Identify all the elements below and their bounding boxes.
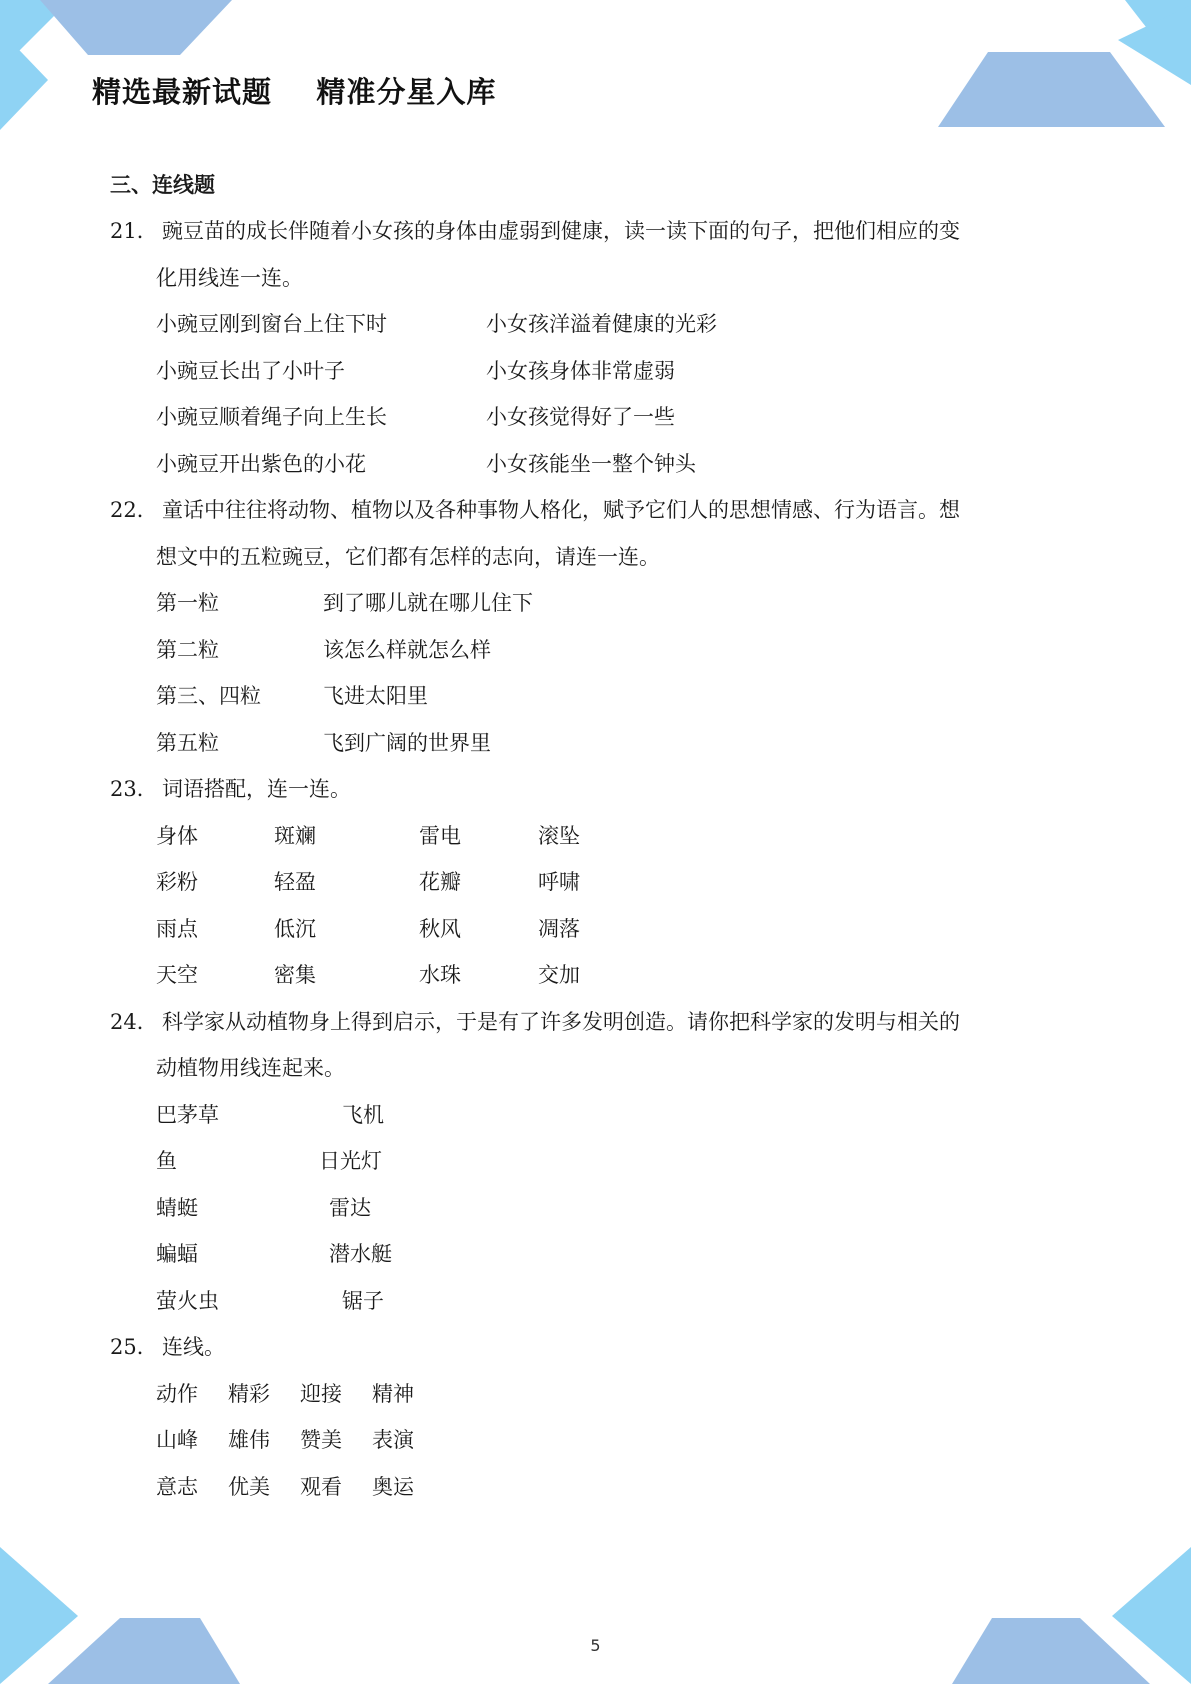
word-item[interactable]: 动作	[156, 1381, 198, 1406]
word-item[interactable]: 奥运	[372, 1474, 414, 1499]
match-row	[110, 1278, 1110, 1325]
right-item[interactable]: 锯子	[342, 1288, 384, 1313]
left-item[interactable]: 小豌豆开出紫色的小花	[156, 451, 366, 476]
word-item[interactable]: 迎接	[300, 1381, 342, 1406]
right-item[interactable]: 雷达	[329, 1195, 371, 1220]
word-item[interactable]: 赞美	[300, 1428, 342, 1452]
word-row	[110, 813, 1110, 860]
right-item[interactable]: 潜水艇	[329, 1242, 392, 1266]
word-row	[110, 1417, 1110, 1464]
corner-triangle-bottom-left	[0, 1547, 78, 1684]
question-text: 科学家从动植物身上得到启示，于是有了许多发明创造。请你把科学家的发明与相关的	[162, 1009, 960, 1034]
match-row	[110, 720, 1110, 767]
corner-triangle-top-left-lower	[0, 30, 48, 130]
left-item[interactable]: 小豌豆顺着绳子向上生长	[156, 405, 387, 429]
right-item[interactable]: 飞到广阔的世界里	[323, 730, 491, 755]
match-row	[110, 1231, 1110, 1278]
question-number: 21．	[110, 219, 158, 243]
left-item[interactable]: 第五粒	[156, 730, 219, 755]
left-item[interactable]: 蝙蝠	[156, 1242, 198, 1266]
left-item[interactable]: 蜻蜓	[156, 1195, 198, 1220]
right-item[interactable]: 该怎么样就怎么样	[323, 637, 491, 662]
word-item[interactable]: 滚坠	[538, 823, 580, 848]
match-row	[110, 1138, 1110, 1185]
left-item[interactable]: 第一粒	[156, 591, 219, 615]
word-item[interactable]: 低沉	[274, 916, 316, 941]
word-item[interactable]: 天空	[156, 963, 198, 987]
word-row	[110, 906, 1110, 953]
match-row	[110, 627, 1110, 674]
left-item[interactable]: 小豌豆长出了小叶子	[156, 358, 345, 383]
match-row	[110, 348, 1110, 395]
question-22	[110, 487, 1110, 580]
question-number: 22．	[110, 498, 158, 522]
word-row	[110, 1464, 1110, 1511]
right-item[interactable]: 小女孩身体非常虚弱	[486, 358, 675, 383]
word-item[interactable]: 观看	[300, 1474, 342, 1499]
word-item[interactable]: 斑斓	[274, 823, 316, 848]
question-text: 童话中往往将动物、植物以及各种事物人格化，赋予它们人的思想情感、行为语言。想	[162, 498, 960, 522]
word-item[interactable]: 雨点	[156, 916, 198, 941]
word-item[interactable]: 山峰	[156, 1428, 198, 1452]
corner-triangle-bottom-right	[1112, 1547, 1191, 1684]
right-item[interactable]: 小女孩洋溢着健康的光彩	[486, 312, 717, 336]
page-number: 5	[590, 1636, 601, 1655]
question-21	[110, 208, 1110, 301]
question-text-continued: 想文中的五粒豌豆，它们都有怎样的志向，请连一连。	[156, 544, 660, 569]
question-text-continued: 动植物用线连起来。	[156, 1056, 345, 1080]
question-number: 23．	[110, 777, 158, 801]
question-24	[110, 999, 1110, 1092]
match-row	[110, 301, 1110, 348]
right-item[interactable]: 飞进太阳里	[323, 684, 428, 708]
document-body	[110, 162, 1110, 1510]
word-row	[110, 1371, 1110, 1418]
right-item[interactable]: 飞机	[342, 1102, 384, 1127]
word-item[interactable]: 彩粉	[156, 870, 198, 894]
word-row	[110, 859, 1110, 906]
question-text-continued: 化用线连一连。	[156, 265, 303, 290]
word-row	[110, 952, 1110, 999]
word-item[interactable]: 花瓣	[419, 870, 461, 894]
left-item[interactable]: 鱼	[156, 1149, 177, 1173]
word-item[interactable]: 表演	[372, 1428, 414, 1452]
question-number: 25．	[110, 1335, 158, 1359]
word-item[interactable]: 意志	[156, 1474, 198, 1499]
right-item[interactable]: 小女孩能坐一整个钟头	[486, 451, 696, 476]
word-item[interactable]: 精彩	[228, 1381, 270, 1406]
section-title: 三、连线题	[110, 172, 215, 197]
word-item[interactable]: 身体	[156, 823, 198, 848]
left-item[interactable]: 第三、四粒	[156, 684, 261, 708]
word-item[interactable]: 水珠	[419, 963, 461, 987]
right-item[interactable]: 到了哪儿就在哪儿住下	[323, 591, 533, 615]
trapezoid-top-right	[938, 52, 1165, 127]
question-text: 豌豆苗的成长伴随着小女孩的身体由虚弱到健康，读一读下面的句子，把他们相应的变	[162, 219, 960, 243]
right-item[interactable]: 日光灯	[319, 1149, 382, 1173]
match-row	[110, 1185, 1110, 1232]
word-item[interactable]: 优美	[228, 1474, 270, 1499]
left-item[interactable]: 巴茅草	[156, 1102, 219, 1127]
trapezoid-top-left	[40, 0, 232, 55]
left-item[interactable]: 小豌豆刚到窗台上住下时	[156, 312, 387, 336]
corner-triangle-top-right	[1125, 0, 1191, 85]
left-item[interactable]: 第二粒	[156, 637, 219, 662]
word-item[interactable]: 雄伟	[228, 1428, 270, 1452]
left-item[interactable]: 萤火虫	[156, 1288, 219, 1313]
word-item[interactable]: 呼啸	[538, 870, 580, 894]
question-text: 连线。	[162, 1335, 225, 1359]
corner-triangle-top-left	[0, 0, 70, 70]
match-row	[110, 673, 1110, 720]
match-row	[110, 441, 1110, 488]
question-23	[110, 766, 1110, 813]
question-25	[110, 1324, 1110, 1371]
word-item[interactable]: 轻盈	[274, 870, 316, 894]
match-row	[110, 580, 1110, 627]
word-item[interactable]: 密集	[274, 963, 316, 987]
match-row	[110, 394, 1110, 441]
question-number: 24．	[110, 1009, 158, 1034]
question-text: 词语搭配，连一连。	[162, 777, 351, 801]
word-item[interactable]: 精神	[372, 1381, 414, 1406]
header-title: 精选最新试题 精准分星入库	[92, 75, 497, 109]
word-item[interactable]: 凋落	[538, 916, 580, 941]
word-item[interactable]: 雷电	[419, 823, 461, 848]
word-item[interactable]: 秋风	[419, 916, 461, 941]
match-row	[110, 1092, 1110, 1139]
right-item[interactable]: 小女孩觉得好了一些	[486, 405, 675, 429]
word-item[interactable]: 交加	[538, 963, 580, 987]
corner-triangle-top-right-inner	[1118, 5, 1191, 85]
